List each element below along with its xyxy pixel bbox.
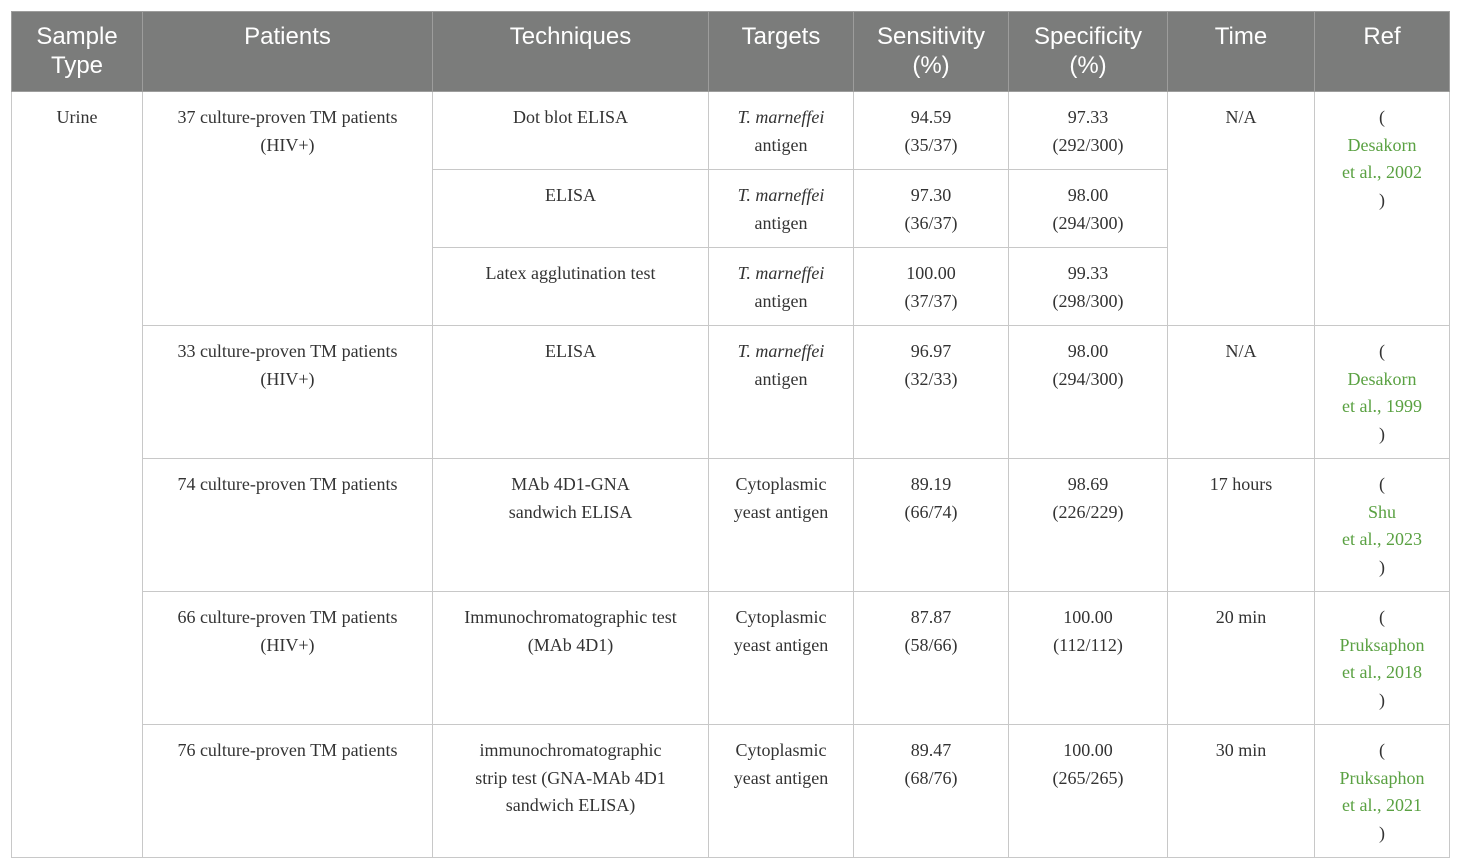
technique-line: sandwich ELISA <box>508 501 633 522</box>
ref-link[interactable]: et al., 2002 <box>1342 162 1422 182</box>
specificity-value: 97.33 <box>1067 107 1109 127</box>
technique-cell <box>433 592 709 725</box>
technique-cell <box>433 248 709 326</box>
table-row <box>12 92 1450 170</box>
ref-line: ( Pruksaphon <box>1339 607 1425 655</box>
header-patients: Patients <box>143 12 433 92</box>
target-cell <box>709 326 854 459</box>
patients-line: 66 culture-proven TM patients <box>177 607 398 627</box>
patients-cell <box>143 326 433 459</box>
target-line: yeast antigen <box>733 501 829 522</box>
specificity-value: 98.00 <box>1067 341 1109 361</box>
patients-cell <box>143 459 433 592</box>
target-species <box>715 104 847 132</box>
ref-line: et al., 2018 ) <box>1342 662 1422 710</box>
sensitivity-value: 94.59 <box>910 107 952 127</box>
specificity-ratio: (265/265) <box>1052 767 1124 788</box>
technique-line: immunochromatographic <box>479 740 662 760</box>
target-species-name: T. marneffei <box>737 107 825 127</box>
specificity-cell <box>1009 248 1168 326</box>
technique-cell <box>433 459 709 592</box>
sensitivity-ratio: (58/66) <box>904 634 958 655</box>
sensitivity-value: 89.19 <box>910 474 952 494</box>
header-sensitivity-line2: (%) <box>912 52 950 79</box>
header-time: Time <box>1168 12 1315 92</box>
patients-line: 37 culture-proven TM patients <box>177 107 398 127</box>
technique-cell <box>433 92 709 170</box>
diagnostics-table <box>11 11 1450 858</box>
target-line: Cytoplasmic <box>735 607 827 627</box>
header-ref: Ref <box>1315 12 1450 92</box>
specificity-ratio: (294/300) <box>1052 212 1124 233</box>
specificity-ratio: (112/112) <box>1053 634 1123 655</box>
specificity-ratio: (294/300) <box>1052 368 1124 389</box>
technique-line: sandwich ELISA) <box>505 795 636 815</box>
technique-line: Dot blot ELISA <box>513 107 628 127</box>
time-cell: 30 min <box>1168 725 1315 858</box>
technique-line: ELISA <box>545 185 596 205</box>
header-specificity <box>1009 12 1168 92</box>
table-row <box>12 725 1450 858</box>
ref-cell <box>1315 92 1450 326</box>
ref-line: et al., 2023 ) <box>1342 529 1422 577</box>
ref-line: et al., 1999 ) <box>1342 396 1422 444</box>
target-cell <box>709 170 854 248</box>
specificity-value: 100.00 <box>1063 740 1113 760</box>
ref-link[interactable]: et al., 2018 <box>1342 662 1422 682</box>
technique-line: MAb 4D1-GNA <box>511 474 630 494</box>
target-line: yeast antigen <box>733 767 829 788</box>
header-specificity-line2: (%) <box>1069 52 1107 79</box>
target-cell <box>709 725 854 858</box>
ref-line: ( Shu <box>1367 474 1396 522</box>
ref-cell <box>1315 326 1450 459</box>
ref-link[interactable]: et al., 2023 <box>1342 529 1422 549</box>
technique-cell <box>433 725 709 858</box>
target-species <box>715 182 847 210</box>
sensitivity-cell <box>854 170 1009 248</box>
patients-cell <box>143 725 433 858</box>
target-species-name: T. marneffei <box>737 341 825 361</box>
specificity-ratio: (298/300) <box>1052 290 1124 311</box>
ref-line: et al., 2021 ) <box>1342 795 1422 843</box>
ref-link[interactable]: Shu <box>1367 501 1396 522</box>
sensitivity-value: 97.30 <box>910 185 952 205</box>
target-cell <box>709 248 854 326</box>
specificity-ratio: (226/229) <box>1052 501 1124 522</box>
header-techniques: Techniques <box>433 12 709 92</box>
time-cell: 20 min <box>1168 592 1315 725</box>
technique-cell <box>433 170 709 248</box>
sensitivity-cell <box>854 248 1009 326</box>
sample-type-cell: Urine <box>12 92 143 858</box>
ref-link[interactable]: Pruksaphon <box>1339 767 1425 788</box>
patients-line: 33 culture-proven TM patients <box>177 341 398 361</box>
patients-line: (HIV+) <box>260 134 315 155</box>
header-sample-type-line1: Sample <box>36 23 118 50</box>
header-sensitivity <box>854 12 1009 92</box>
sensitivity-ratio: (37/37) <box>904 290 958 311</box>
target-line: antigen <box>754 290 808 311</box>
specificity-cell <box>1009 92 1168 170</box>
patients-line: (HIV+) <box>260 368 315 389</box>
specificity-ratio: (292/300) <box>1052 134 1124 155</box>
table-row <box>12 459 1450 592</box>
table-row <box>12 326 1450 459</box>
specificity-value: 100.00 <box>1063 607 1113 627</box>
ref-link[interactable]: Desakorn <box>1347 134 1417 155</box>
sensitivity-ratio: (32/33) <box>904 368 958 389</box>
table-row <box>12 592 1450 725</box>
target-line: yeast antigen <box>733 634 829 655</box>
header-row <box>12 12 1450 92</box>
sensitivity-ratio: (35/37) <box>904 134 958 155</box>
sensitivity-cell <box>854 725 1009 858</box>
sensitivity-cell <box>854 326 1009 459</box>
technique-line: Immunochromatographic test <box>464 607 677 627</box>
specificity-value: 99.33 <box>1067 263 1109 283</box>
time-cell: N/A <box>1168 92 1315 326</box>
target-cell <box>709 592 854 725</box>
target-line: antigen <box>754 368 808 389</box>
ref-cell <box>1315 459 1450 592</box>
specificity-value: 98.69 <box>1067 474 1109 494</box>
header-specificity-line1: Specificity <box>1033 23 1143 50</box>
header-sample-type-line2: Type <box>50 52 104 79</box>
specificity-value: 98.00 <box>1067 185 1109 205</box>
target-species-name: T. marneffei <box>737 263 825 283</box>
target-cell <box>709 459 854 592</box>
sensitivity-cell <box>854 459 1009 592</box>
technique-line: Latex agglutination test <box>485 263 656 283</box>
sensitivity-ratio: (36/37) <box>904 212 958 233</box>
header-sensitivity-line1: Sensitivity <box>876 23 986 50</box>
ref-link[interactable]: Desakorn <box>1347 368 1417 389</box>
technique-line: ELISA <box>545 341 596 361</box>
time-cell: 17 hours <box>1168 459 1315 592</box>
sensitivity-ratio: (66/74) <box>904 501 958 522</box>
ref-cell <box>1315 725 1450 858</box>
technique-line: strip test (GNA-MAb 4D1 <box>475 767 666 788</box>
patients-cell <box>143 92 433 326</box>
sensitivity-cell <box>854 592 1009 725</box>
ref-line: ( Desakorn <box>1347 107 1417 155</box>
target-line: antigen <box>754 212 808 233</box>
sensitivity-value: 96.97 <box>910 341 952 361</box>
specificity-cell <box>1009 725 1168 858</box>
sensitivity-value: 89.47 <box>910 740 952 760</box>
sensitivity-cell <box>854 92 1009 170</box>
technique-cell <box>433 326 709 459</box>
sensitivity-value: 87.87 <box>910 607 952 627</box>
ref-line: et al., 2002 ) <box>1342 162 1422 210</box>
target-line: antigen <box>754 134 808 155</box>
target-species <box>715 260 847 288</box>
patients-line: (HIV+) <box>260 634 315 655</box>
target-line: Cytoplasmic <box>735 474 827 494</box>
specificity-cell <box>1009 459 1168 592</box>
ref-line: ( Pruksaphon <box>1339 740 1425 788</box>
target-cell <box>709 92 854 170</box>
specificity-cell <box>1009 170 1168 248</box>
technique-line: (MAb 4D1) <box>527 634 614 655</box>
patients-line: 76 culture-proven TM patients <box>177 740 398 760</box>
sensitivity-ratio: (68/76) <box>904 767 958 788</box>
ref-link[interactable]: et al., 1999 <box>1342 396 1422 416</box>
ref-link[interactable]: et al., 2021 <box>1342 795 1422 815</box>
patients-cell <box>143 592 433 725</box>
header-targets: Targets <box>709 12 854 92</box>
ref-cell <box>1315 592 1450 725</box>
target-line: Cytoplasmic <box>735 740 827 760</box>
ref-line: ( Desakorn <box>1347 341 1417 389</box>
ref-link[interactable]: Pruksaphon <box>1339 634 1425 655</box>
target-species-name: T. marneffei <box>737 185 825 205</box>
specificity-cell <box>1009 592 1168 725</box>
sensitivity-value: 100.00 <box>906 263 956 283</box>
header-sample-type <box>12 12 143 92</box>
time-cell: N/A <box>1168 326 1315 459</box>
target-species <box>715 338 847 366</box>
patients-line: 74 culture-proven TM patients <box>177 474 398 494</box>
specificity-cell <box>1009 326 1168 459</box>
